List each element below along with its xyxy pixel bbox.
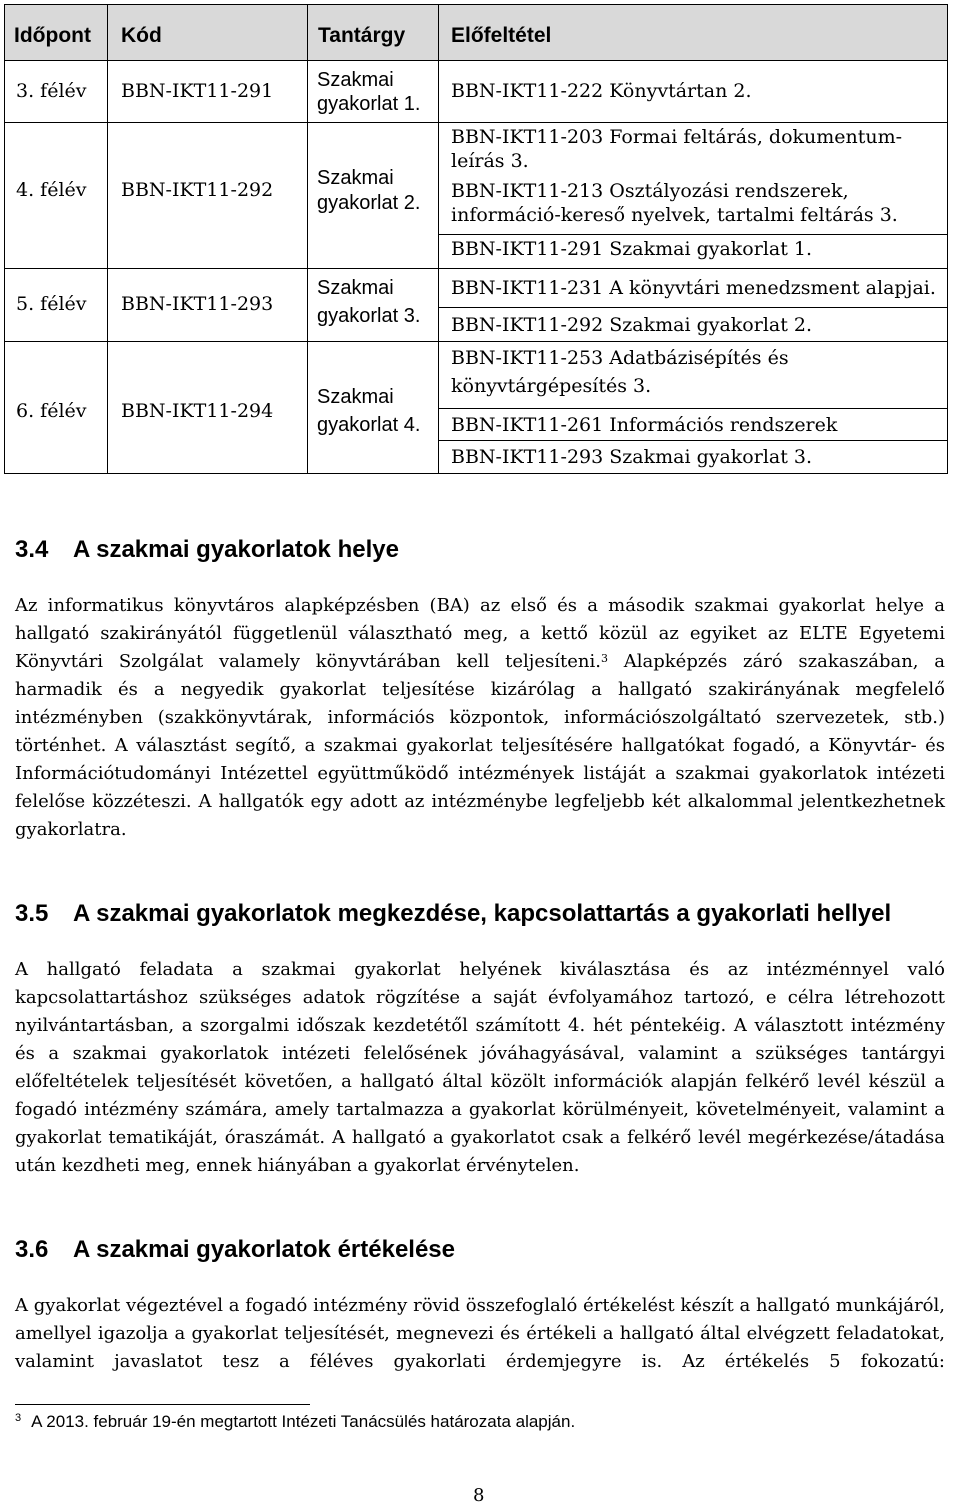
section-number: 3.5 [15, 900, 49, 927]
row-4-subject-line-2: gyakorlat 4. [317, 414, 421, 436]
footnote-separator [15, 1404, 310, 1405]
row-1-subject-line-1: Szakmai [317, 69, 394, 91]
row-1-subject-line-2: gyakorlat 1. [317, 93, 421, 115]
footnote-text: A 2013. február 19-én megtartott Intézeti Tanácsülés határozata alapján. [31, 1412, 576, 1431]
section-3-6-paragraph: A gyakorlat végeztével a fogadó intézmény rövid összefoglaló értékelést készít a hallgató munkájáról, amellyel igazolja a gyakorlat teljesítését, megnevezi és értékeli a hallgató által elvégzett feladatokat, valamint javaslatot tesz a féléves gyakorlati érdemjegyre is. Az értékelés 5 fokozatú: [15, 1295, 945, 1372]
header-code: Kód [121, 24, 162, 47]
row-1-code: BBN-IKT11-291 [121, 80, 274, 102]
row-3-code: BBN-IKT11-293 [121, 293, 274, 315]
section-title: A szakmai gyakorlatok helye [73, 536, 399, 563]
row-2-prereq-3: BBN-IKT11-291 Szakmai gyakorlat 1. [451, 238, 813, 260]
row-4-prereq-2: BBN-IKT11-261 Információs rendszerek [451, 414, 838, 436]
section-number: 3.6 [15, 1236, 49, 1263]
row-3-prereq-2: BBN-IKT11-292 Szakmai gyakorlat 2. [451, 314, 813, 336]
row-2-prereq-1-line-1: BBN-IKT11-203 Formai feltárás, dokumentum- [451, 126, 903, 148]
row-4-code: BBN-IKT11-294 [121, 400, 274, 422]
footnote [15, 1412, 575, 1432]
row-2-prereq-2-line-1: BBN-IKT11-213 Osztályozási rendszerek, [451, 180, 849, 202]
row-4-subject-line-1: Szakmai [317, 386, 394, 408]
row-2-prereq-2-line-2: információ-kereső nyelvek, tartalmi feltárás 3. [451, 204, 898, 226]
footnote-reference: 3 [601, 652, 608, 665]
row-2-subject-line-1: Szakmai [317, 167, 394, 189]
row-4-prereq-1-line-1: BBN-IKT11-253 Adatbázisépítés és [451, 347, 789, 369]
row-1-time: 3. félév [16, 80, 87, 102]
row-2-code: BBN-IKT11-292 [121, 179, 274, 201]
row-4-prereq-3: BBN-IKT11-293 Szakmai gyakorlat 3. [451, 446, 813, 468]
row-4-time: 6. félév [16, 400, 87, 422]
row-4-prereq-1-line-2: könyvtárgépesítés 3. [451, 375, 652, 397]
row-1-prereq-1: BBN-IKT11-222 Könyvtártan 2. [451, 80, 752, 102]
section-title: A szakmai gyakorlatok értékelése [73, 1236, 455, 1263]
section-number: 3.4 [15, 536, 49, 563]
section-title: A szakmai gyakorlatok megkezdése, kapcsolattartás a gyakorlati hellyel [73, 900, 892, 927]
row-3-time: 5. félév [16, 293, 87, 315]
section-heading-3-4 [15, 536, 399, 564]
row-2-subject-line-2: gyakorlat 2. [317, 192, 421, 214]
row-2-prereq-1-line-2: leírás 3. [451, 150, 529, 172]
row-2-time: 4. félév [16, 179, 87, 201]
section-heading-3-6 [15, 1236, 455, 1264]
header-time: Időpont [14, 24, 91, 47]
page-number: 8 [473, 1485, 485, 1506]
section-3-4-paragraph: Az informatikus könyvtáros alapképzésben (BA) az első és a második szakmai gyakorlat helye a hallgató szakirányától függetlenül választható meg, a kettő közül az egyiket az ELTE Egyetemi Könyvtári Szolgálat valamely könyvtárában kell teljesíteni.$^3$ Alapképzés záró szakaszában, a harmadik és a negyedik gyakorlat teljesítése kizárólag a hallgató szakirányának megfelelő intézményben (szakkönyvtárak, információs központok, információszolgáltató szervezetek, stb.) történhet. A választást segítő, a szakmai gyakorlat teljesítésére hallgatókat fogadó, a Könyvtár- és Információtudományi Intézettel együttműködő intézmények listáját a szakmai gyakorlatok intézeti felelőse közzéteszi. A hallgatók egy adott az intézménybe legfeljebb két alkalommal jelentkezhetnek gyakorlatra. [15, 595, 945, 840]
row-3-subject-line-1: Szakmai [317, 277, 394, 299]
prerequisites-table [4, 4, 948, 474]
row-3-subject-line-2: gyakorlat 3. [317, 305, 421, 327]
section-3-5-paragraph: A hallgató feladata a szakmai gyakorlat helyének kiválasztása és az intézménnyel való kapcsolattartáshoz szükséges adatok rögzítése a saját évfolyamához tartozó, e célra létrehozott nyilvántartásban, a szorgalmi időszak kezdetétől számított 4. hét péntekéig. A választott intézmény és a szakmai gyakorlatok intézeti felelősének jóváhagyásával, valamint a szükséges tantárgyi előfeltételek teljesítését követően, a hallgató által közölt információk alapján felkérő levél készül a fogadó intézmény számára, amely tartalmazza a gyakorlat körülményeit, követelményeit, valamint a gyakorlat tematikáját, óraszámát. A hallgató a gyakorlatot csak a felkérő levél megérkezése/átadása után kezdheti meg, ennek hiányában a gyakorlat érvénytelen. [15, 959, 945, 1176]
header-prerequisite: Előfeltétel [451, 24, 552, 47]
section-heading-3-5 [15, 900, 891, 928]
header-subject: Tantárgy [318, 24, 406, 47]
row-3-prereq-1: BBN-IKT11-231 A könyvtári menedzsment alapjai. [451, 277, 936, 299]
footnote-number: 3 [15, 1412, 22, 1424]
